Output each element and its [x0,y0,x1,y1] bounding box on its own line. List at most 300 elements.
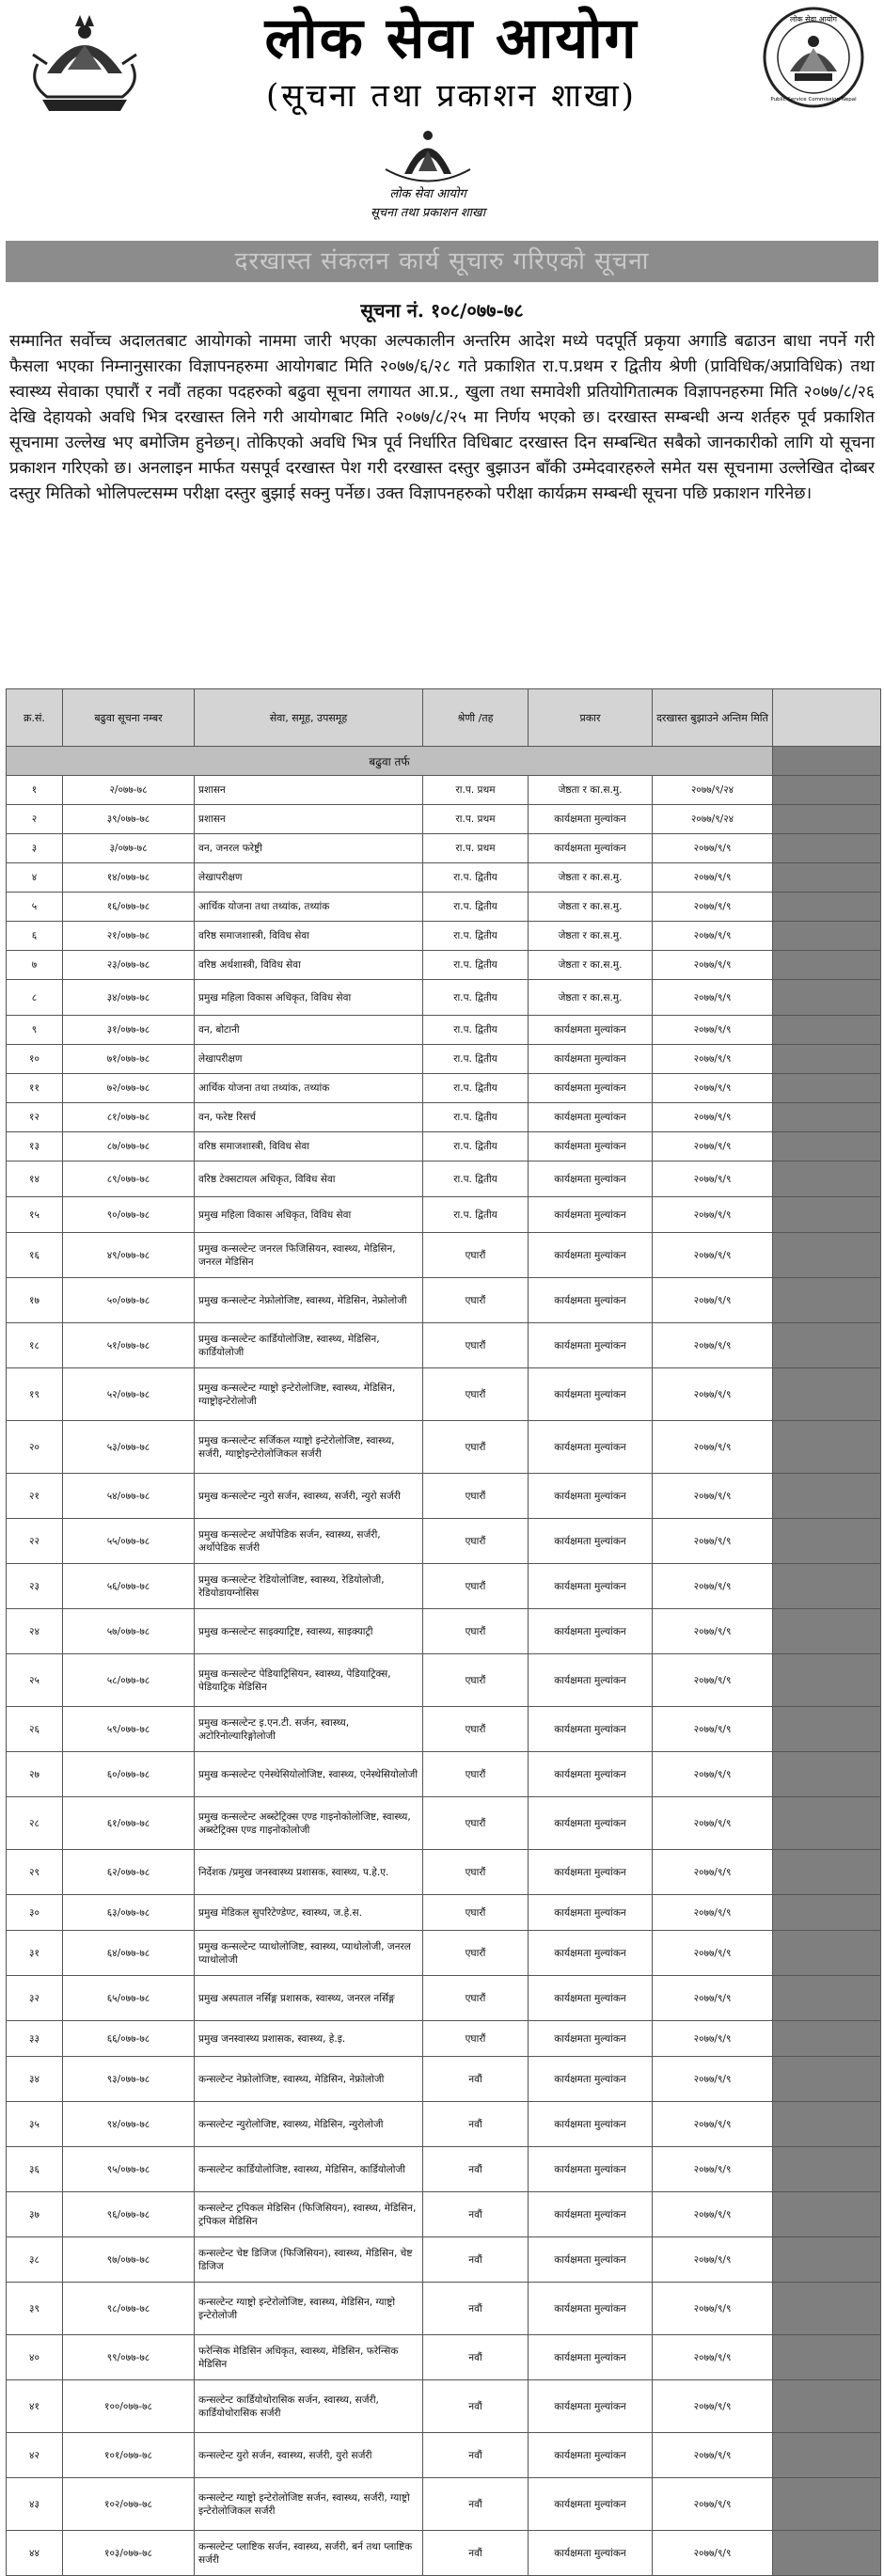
cell-deadline: २०७७/९/९ [653,2147,773,2192]
cell-type: कार्यक्षमता मुल्यांकन [529,2237,653,2283]
cell-shade [773,922,881,951]
cell-shade [773,805,881,834]
cell-type: कार्यक्षमता मुल्यांकन [529,805,653,834]
cell-type: कार्यक्षमता मुल्यांकन [529,1609,653,1654]
cell-service: फरेन्सिक मेडिसिन अधिकृत, स्वास्थ्य, मेडिसिन, फरेन्सिक मेडिसिन [195,2335,423,2380]
cell-shade [773,1752,881,1797]
cell-class: एघारौं [423,2021,529,2057]
cell-class: रा.प. द्वितीय [423,951,529,980]
cell-class: रा.प. द्वितीय [423,1103,529,1132]
cell-type: कार्यक्षमता मुल्यांकन [529,1278,653,1323]
cell-deadline: २०७७/९/९ [653,1278,773,1323]
cell-sn: २० [7,1421,63,1474]
cell-notice-no: ७१/०७७-७८ [63,1045,195,1074]
cell-shade [773,2478,881,2531]
table-row [7,1074,881,1103]
cell-shade [773,1045,881,1074]
org-name: लोक सेवा आयोग [264,6,639,71]
nepal-emblem-icon [9,8,160,116]
table-row [7,1752,881,1797]
cell-type: कार्यक्षमता मुल्यांकन [529,2380,653,2433]
table-row [7,951,881,980]
cell-class: एघारौं [423,1707,529,1752]
column-header-notice-no: बढुवा सूचना नम्बर [63,689,195,747]
cell-type: कार्यक्षमता मुल्यांकन [529,1368,653,1421]
cell-notice-no: १००/०७७-७८ [63,2380,195,2433]
table-row [7,2021,881,2057]
table-row [7,2283,881,2335]
cell-service: वरिष्ठ अर्थशास्त्री, विविध सेवा [195,951,423,980]
cell-deadline: २०७७/९/९ [653,1654,773,1707]
cell-class: नवौं [423,2283,529,2335]
cell-service: कन्सल्टेन्ट चेष्ट डिजिज (फिजिसियन), स्वास्थ्य, मेडिसिन, चेष्ट डिजिज [195,2237,423,2283]
cell-sn: ३५ [7,2102,63,2147]
cell-deadline: २०७७/९/९ [653,1162,773,1197]
cell-service: कन्सल्टेन्ट न्युरोलोजिष्ट, स्वास्थ्य, मेडिसिन, न्युरोलोजी [195,2102,423,2147]
cell-deadline: २०७७/९/९ [653,1016,773,1045]
cell-service: लेखापरीक्षण [195,863,423,893]
cell-class: नवौं [423,2057,529,2102]
cell-class: एघारौं [423,1895,529,1931]
cell-deadline: २०७७/९/९ [653,1797,773,1850]
table-row [7,1976,881,2021]
table-row [7,834,881,863]
table-row [7,1162,881,1197]
seal-ring-text-top: लोक सेवा आयोग [789,15,838,24]
cell-service: प्रमुख अस्पताल नर्सिङ्ग प्रशासक, स्वास्थ्य, जनरल नर्सिङ्ग [195,1976,423,2021]
cell-type: कार्यक्षमता मुल्यांकन [529,1976,653,2021]
cell-class: एघारौं [423,1323,529,1368]
cell-class: नवौं [423,2478,529,2531]
cell-class: एघारौं [423,1609,529,1654]
cell-class: एघारौं [423,1931,529,1976]
cell-notice-no: ९९/०७७-७८ [63,2335,195,2380]
cell-deadline: २०७७/९/९ [653,1197,773,1233]
cell-deadline: २०७७/९/९ [653,1323,773,1368]
cell-service: निर्देशक /प्रमुख जनस्वास्थ्य प्रशासक, स्वास्थ्य, प.हे.ए. [195,1850,423,1895]
cell-notice-no: ६४/०७७-७८ [63,1931,195,1976]
cell-class: एघारौं [423,1368,529,1421]
table-row [7,893,881,922]
cell-sn: ४० [7,2335,63,2380]
cell-deadline: २०७७/९/९ [653,2283,773,2335]
cell-class: रा.प. द्वितीय [423,1162,529,1197]
cell-sn: २३ [7,1564,63,1609]
cell-sn: ६ [7,922,63,951]
cell-notice-no: ७२/०७७-७८ [63,1074,195,1103]
cell-service: कन्सल्टेन्ट युरो सर्जन, स्वास्थ्य, सर्जरी, युरो सर्जरी [195,2433,423,2478]
table-row [7,2380,881,2433]
cell-deadline: २०७७/९/९ [653,980,773,1016]
cell-shade [773,1474,881,1519]
cell-shade [773,2380,881,2433]
cell-notice-no: २/०७७-७८ [63,776,195,805]
cell-class: नवौं [423,2237,529,2283]
cell-class: नवौं [423,2147,529,2192]
cell-class: रा.प. द्वितीय [423,1197,529,1233]
table-row [7,2531,881,2576]
table-row [7,2147,881,2192]
table-row [7,1609,881,1654]
cell-service: प्रमुख कन्सल्टेन्ट जनरल फिजिसियन, स्वास्थ्य, मेडिसिन, जनरल मेडिसिन [195,1233,423,1278]
cell-type: जेष्ठता र का.स.मु. [529,893,653,922]
cell-deadline: २०७७/९/९ [653,951,773,980]
promotion-table-wrapper [6,688,880,2576]
cell-service: वरिष्ठ समाजशास्त्री, विविध सेवा [195,1132,423,1162]
cell-service: कन्सल्टेन्ट ग्याष्ट्रो इन्टेरोलोजिष्ट सर्जन, स्वास्थ्य, सर्जरी, ग्याष्ट्रो इन्टेरोलोजिकल सर्जरी [195,2478,423,2531]
cell-sn: ७ [7,951,63,980]
table-row [7,2237,881,2283]
cell-type: कार्यक्षमता मुल्यांकन [529,1421,653,1474]
cell-class: एघारौं [423,1797,529,1850]
notice-body: सम्मानित सर्वोच्च अदालतबाट आयोगको नाममा जारी भएका अल्पकालीन अन्तरिम आदेश मध्ये पदपूर्ति प्रकृया अगाडि बढाउन बाधा नपर्ने गरी फैसला भएका निम्नानुसारका विज्ञापनहरुमा आयोगबाट मिति २०७७/६/२८ गते प्रकाशित रा.प.प्रथम र द्वितीय श्रेणी (प्राविधिक/अप्राविधिक) तथा स्वास्थ्य सेवाका एघारौं र नवौं तहका पदहरुको बढुवा सूचना लगायत आ.प्र., खुला तथा समावेशी प्रतियोगितात्मक विज्ञापनहरुमा मिति २०७७/८/२६ देखि देहायको अवधि भित्र दरखास्त लिने गरी आयोगबाट मिति २०७७/८/२५ मा निर्णय भएको छ। दरखास्त सम्बन्धी अन्य शर्तहरु पूर्व प्रकाशित सूचनामा उल्लेख भए बमोजिम हुनेछन्। तोकिएको अवधि भित्र पूर्व निर्धारित विधिबाट दरखास्त दिन सम्बन्धित सबैको जानकारीको लागि यो सूचना प्रकाशन गरिएको छ। अनलाइन मार्फत यसपूर्व दरखास्त पेश गरी दरखास्त दस्तुर बुझाउन बाँकी उम्मेदवारहरुले समेत यस सूचनामा उल्लेखित दोब्बर दस्तुर मितिको भोलिपल्टसम्म परीक्षा दस्तुर बुझाई सक्नु पर्नेछ। उक्त विज्ञापनहरुको परीक्षा कार्यक्रम सम्बन्धी सूचना पछि प्रकाशन गरिनेछ। [9,332,875,503]
table-shade-cell [773,747,881,776]
cell-shade [773,1797,881,1850]
cell-class: एघारौं [423,1976,529,2021]
cell-type: कार्यक्षमता मुल्यांकन [529,1074,653,1103]
cell-type: कार्यक्षमता मुल्यांकन [529,2531,653,2576]
cell-type: जेष्ठता र का.स.मु. [529,951,653,980]
cell-sn: १७ [7,1278,63,1323]
cell-shade [773,1654,881,1707]
table-row [7,922,881,951]
cell-class: रा.प. द्वितीय [423,980,529,1016]
cell-shade [773,1850,881,1895]
cell-shade [773,1233,881,1278]
cell-type: कार्यक्षमता मुल्यांकन [529,2478,653,2531]
cell-class: नवौं [423,2192,529,2237]
cell-shade [773,893,881,922]
cell-deadline: २०७७/९/९ [653,922,773,951]
notice-number: सूचना नं. १०८/०७७-७८ [360,299,524,322]
cell-service: प्रमुख कन्सल्टेन्ट न्युरो सर्जन, स्वास्थ्य, सर्जरी, न्युरो सर्जरी [195,1474,423,1519]
cell-type: कार्यक्षमता मुल्यांकन [529,834,653,863]
cell-type: कार्यक्षमता मुल्यांकन [529,1707,653,1752]
table-row [7,1233,881,1278]
table-row [7,1474,881,1519]
cell-service: लेखापरीक्षण [195,1045,423,1074]
column-header-type: प्रकार [529,689,653,747]
cell-shade [773,1074,881,1103]
cell-type: कार्यक्षमता मुल्यांकन [529,1752,653,1797]
cell-deadline: २०७७/९/९ [653,1233,773,1278]
cell-type: जेष्ठता र का.स.मु. [529,776,653,805]
cell-class: नवौं [423,2335,529,2380]
cell-type: कार्यक्षमता मुल्यांकन [529,1895,653,1931]
cell-deadline: २०७७/९/९ [653,2021,773,2057]
cell-shade [773,1197,881,1233]
section-name: (सूचना तथा प्रकाशन शाखा) [266,77,637,115]
cell-sn: १९ [7,1368,63,1421]
cell-deadline: २०७७/९/९ [653,2531,773,2576]
table-row [7,1278,881,1323]
cell-type: कार्यक्षमता मुल्यांकन [529,1016,653,1045]
cell-notice-no: १०२/०७७-७८ [63,2478,195,2531]
cell-sn: ३१ [7,1931,63,1976]
cell-deadline: २०७७/९/९ [653,1609,773,1654]
cell-class: रा.प. प्रथम [423,776,529,805]
cell-service: प्रमुख जनस्वास्थ्य प्रशासक, स्वास्थ्य, हे.इ. [195,2021,423,2057]
cell-sn: १३ [7,1132,63,1162]
cell-shade [773,980,881,1016]
cell-class: रा.प. द्वितीय [423,1016,529,1045]
cell-service: कन्सल्टेन्ट ग्याष्ट्रो इन्टेरोलोजिष्ट, स्वास्थ्य, मेडिसिन, ग्याष्ट्रो इन्टेरोलोजी [195,2283,423,2335]
table-row [7,980,881,1016]
title-banner [6,241,878,282]
cell-shade [773,1707,881,1752]
cell-sn: ५ [7,893,63,922]
table-row [7,2057,881,2102]
cell-sn: ४२ [7,2433,63,2478]
table-header-row [7,689,881,747]
cell-type: कार्यक्षमता मुल्यांकन [529,1233,653,1278]
cell-deadline: २०७७/९/९ [653,1895,773,1931]
cell-class: रा.प. प्रथम [423,805,529,834]
cell-type: कार्यक्षमता मुल्यांकन [529,2147,653,2192]
table-row [7,1797,881,1850]
cell-notice-no: ९०/०७७-७८ [63,1197,195,1233]
cell-class: एघारौं [423,1564,529,1609]
cell-notice-no: ८१/०७७-७८ [63,1103,195,1132]
cell-deadline: २०७७/९/९ [653,1074,773,1103]
cell-service: प्रमुख मेडिकल सुपरिटेण्डेण्ट, स्वास्थ्य, ज.हे.स. [195,1895,423,1931]
cell-sn: ३ [7,834,63,863]
cell-sn: १६ [7,1233,63,1278]
cell-notice-no: ६०/०७७-७८ [63,1752,195,1797]
table-row [7,2433,881,2478]
cell-notice-no: ३४/०७७-७८ [63,980,195,1016]
cell-service: प्रमुख कन्सल्टेन्ट नेफ्रोलोजिष्ट, स्वास्थ्य, मेडिसिन, नेफ्रोलोजी [195,1278,423,1323]
cell-notice-no: ८९/०७७-७८ [63,1162,195,1197]
cell-service: प्रमुख कन्सल्टेन्ट साइक्याट्रिष्ट, स्वास्थ्य, साइक्याट्री [195,1609,423,1654]
cell-sn: २१ [7,1474,63,1519]
cell-sn: १८ [7,1323,63,1368]
cell-shade [773,1895,881,1931]
cell-service: कन्सल्टेन्ट कार्डियोथोरासिक सर्जन, स्वास्थ्य, सर्जरी, कार्डियोथोरासिक सर्जरी [195,2380,423,2433]
center-seal-subtext: सूचना तथा प्रकाशन शाखा [370,206,486,220]
table-caption-row [7,747,881,776]
cell-type: कार्यक्षमता मुल्यांकन [529,2102,653,2147]
cell-shade [773,1609,881,1654]
cell-class: एघारौं [423,1654,529,1707]
cell-type: कार्यक्षमता मुल्यांकन [529,1323,653,1368]
cell-shade [773,2192,881,2237]
cell-service: प्रमुख महिला विकास अधिकृत, विविध सेवा [195,1197,423,1233]
cell-deadline: २०७७/९/९ [653,1752,773,1797]
cell-deadline: २०७७/९/९ [653,1707,773,1752]
cell-shade [773,1421,881,1474]
cell-sn: ३९ [7,2283,63,2335]
cell-shade [773,2237,881,2283]
cell-deadline: २०७७/९/९ [653,863,773,893]
table-row [7,1931,881,1976]
table-row [7,1654,881,1707]
cell-shade [773,1323,881,1368]
cell-service: आर्थिक योजना तथा तथ्यांक, तथ्यांक [195,1074,423,1103]
cell-shade [773,951,881,980]
cell-shade [773,1931,881,1976]
cell-shade [773,1162,881,1197]
cell-service: प्रमुख महिला विकास अधिकृत, विविध सेवा [195,980,423,1016]
cell-notice-no: १४/०७७-७८ [63,863,195,893]
table-row [7,1519,881,1564]
cell-deadline: २०७७/९/९ [653,1931,773,1976]
cell-sn: ४४ [7,2531,63,2576]
cell-shade [773,2283,881,2335]
table-row [7,1016,881,1045]
cell-service: वरिष्ठ टेक्सटायल अधिकृत, विविध सेवा [195,1162,423,1197]
cell-type: कार्यक्षमता मुल्यांकन [529,2192,653,2237]
banner-title: दरखास्त संकलन कार्य सूचारु गरिएको सूचना [234,247,650,276]
cell-shade [773,834,881,863]
cell-notice-no: २१/०७७-७८ [63,922,195,951]
cell-class: एघारौं [423,1850,529,1895]
cell-notice-no: ९६/०७७-७८ [63,2192,195,2237]
cell-notice-no: ५९/०७७-७८ [63,1707,195,1752]
cell-service: कन्सल्टेन्ट ट्रपिकल मेडिसिन (फिजिसियन), स्वास्थ्य, मेडिसिन, ट्रपिकल मेडिसिन [195,2192,423,2237]
cell-sn: २५ [7,1654,63,1707]
cell-deadline: २०७७/९/९ [653,834,773,863]
cell-sn: १० [7,1045,63,1074]
cell-sn: ८ [7,980,63,1016]
cell-deadline: २०७७/९/९ [653,1045,773,1074]
cell-class: एघारौं [423,1752,529,1797]
cell-service: कन्सल्टेन्ट प्लाष्टिक सर्जन, स्वास्थ्य, सर्जरी, बर्न तथा प्लाष्टिक सर्जरी [195,2531,423,2576]
cell-shade [773,1368,881,1421]
column-header-class: श्रेणी /तह [423,689,529,747]
cell-notice-no: ५१/०७७-७८ [63,1323,195,1368]
cell-sn: ३३ [7,2021,63,2057]
cell-type: कार्यक्षमता मुल्यांकन [529,1519,653,1564]
cell-sn: ४१ [7,2380,63,2433]
cell-notice-no: ९७/०७७-७८ [63,2237,195,2283]
cell-sn: १ [7,776,63,805]
cell-notice-no: १६/०७७-७८ [63,893,195,922]
cell-deadline: २०७७/९/९ [653,2237,773,2283]
cell-deadline: २०७७/९/९ [653,1103,773,1132]
cell-type: कार्यक्षमता मुल्यांकन [529,1564,653,1609]
cell-sn: २८ [7,1797,63,1850]
cell-shade [773,2021,881,2057]
cell-service: प्रशासन [195,776,423,805]
cell-service: आर्थिक योजना तथा तथ्यांक, तथ्यांक [195,893,423,922]
cell-shade [773,2147,881,2192]
cell-notice-no: ६१/०७७-७८ [63,1797,195,1850]
cell-notice-no: ५०/०७७-७८ [63,1278,195,1323]
table-row [7,2478,881,2531]
cell-shade [773,2531,881,2576]
cell-type: कार्यक्षमता मुल्यांकन [529,1045,653,1074]
cell-sn: ३४ [7,2057,63,2102]
cell-deadline: २०७७/९/२४ [653,776,773,805]
cell-notice-no: ५७/०७७-७८ [63,1609,195,1654]
column-header-service: सेवा, समूह, उपसमूह [195,689,423,747]
cell-deadline: २०७७/९/९ [653,2057,773,2102]
cell-service: प्रमुख कन्सल्टेन्ट अर्थोपेडिक सर्जन, स्वास्थ्य, सर्जरी, अर्थोपेडिक सर्जरी [195,1519,423,1564]
cell-service: प्रमुख कन्सल्टेन्ट इ.एन.टी. सर्जन, स्वास्थ्य, अटोरिनोल्यारिङ्गोलोजी [195,1707,423,1752]
cell-deadline: २०७७/९/९ [653,1474,773,1519]
cell-notice-no: ५३/०७७-७८ [63,1421,195,1474]
cell-notice-no: ५४/०७७-७८ [63,1474,195,1519]
table-row [7,1564,881,1609]
cell-notice-no: १०३/०७७-७८ [63,2531,195,2576]
cell-class: रा.प. द्वितीय [423,1132,529,1162]
cell-sn: २२ [7,1519,63,1564]
cell-type: कार्यक्षमता मुल्यांकन [529,1197,653,1233]
cell-type: कार्यक्षमता मुल्यांकन [529,1103,653,1132]
cell-service: प्रमुख कन्सल्टेन्ट कार्डियोलोजिष्ट, स्वास्थ्य, मेडिसिन, कार्डियोलोजी [195,1323,423,1368]
table-row [7,1132,881,1162]
cell-class: एघारौं [423,1233,529,1278]
psc-seal-icon [752,6,875,109]
cell-shade [773,1278,881,1323]
cell-shade [773,2433,881,2478]
cell-notice-no: ९५/०७७-७८ [63,2147,195,2192]
cell-service: प्रमुख कन्सल्टेन्ट ग्याष्ट्रो इन्टेरोलोजिष्ट, स्वास्थ्य, मेडिसिन, ग्याष्ट्रोइन्टेरोलोजी [195,1368,423,1421]
cell-shade [773,1103,881,1132]
cell-type: कार्यक्षमता मुल्यांकन [529,2057,653,2102]
cell-deadline: २०७७/९/९ [653,893,773,922]
cell-class: एघारौं [423,1519,529,1564]
cell-sn: ३८ [7,2237,63,2283]
table-row [7,863,881,893]
cell-class: नवौं [423,2531,529,2576]
cell-shade [773,2057,881,2102]
cell-notice-no: ६६/०७७-७८ [63,2021,195,2057]
table-row [7,1707,881,1752]
cell-shade [773,1016,881,1045]
cell-sn: २९ [7,1850,63,1895]
cell-class: रा.प. द्वितीय [423,1045,529,1074]
cell-type: कार्यक्षमता मुल्यांकन [529,1850,653,1895]
cell-deadline: २०७७/९/९ [653,1421,773,1474]
cell-service: प्रमुख कन्सल्टेन्ट रेडियोलोजिष्ट, स्वास्थ्य, रेडियोलोजी, रेडियोडायग्नोसिस [195,1564,423,1609]
cell-service: वरिष्ठ समाजशास्त्री, विविध सेवा [195,922,423,951]
table-row [7,776,881,805]
cell-notice-no: ८७/०७७-७८ [63,1132,195,1162]
cell-notice-no: ६३/०७७-७८ [63,1895,195,1931]
cell-notice-no: ५५/०७७-७८ [63,1519,195,1564]
cell-notice-no: २३/०७७-७८ [63,951,195,980]
cell-notice-no: ३९/०७७-७८ [63,805,195,834]
cell-sn: ९ [7,1016,63,1045]
cell-type: कार्यक्षमता मुल्यांकन [529,2283,653,2335]
psc-center-seal-icon [348,122,508,235]
cell-type: जेष्ठता र का.स.मु. [529,980,653,1016]
cell-notice-no: ५२/०७७-७८ [63,1368,195,1421]
cell-sn: ४ [7,863,63,893]
seal-ring-text-bottom: Public Service Commission Nepal [770,97,857,103]
table-row [7,805,881,834]
table-row [7,1421,881,1474]
cell-service: प्रशासन [195,805,423,834]
cell-shade [773,2102,881,2147]
cell-deadline: २०७७/९/९ [653,1132,773,1162]
table-caption: बढुवा तर्फ [7,747,773,776]
table-row [7,1323,881,1368]
cell-shade [773,1132,881,1162]
promotion-table [6,688,881,2576]
cell-deadline: २०७७/९/९ [653,2380,773,2433]
cell-type: जेष्ठता र का.स.मु. [529,922,653,951]
cell-deadline: २०७७/९/९ [653,2335,773,2380]
cell-deadline: २०७७/९/९ [653,1519,773,1564]
cell-sn: १२ [7,1103,63,1132]
cell-service: कन्सल्टेन्ट नेफ्रोलोजिष्ट, स्वास्थ्य, मेडिसिन, नेफ्रोलोजी [195,2057,423,2102]
cell-type: कार्यक्षमता मुल्यांकन [529,2021,653,2057]
table-row [7,2192,881,2237]
cell-type: कार्यक्षमता मुल्यांकन [529,1132,653,1162]
